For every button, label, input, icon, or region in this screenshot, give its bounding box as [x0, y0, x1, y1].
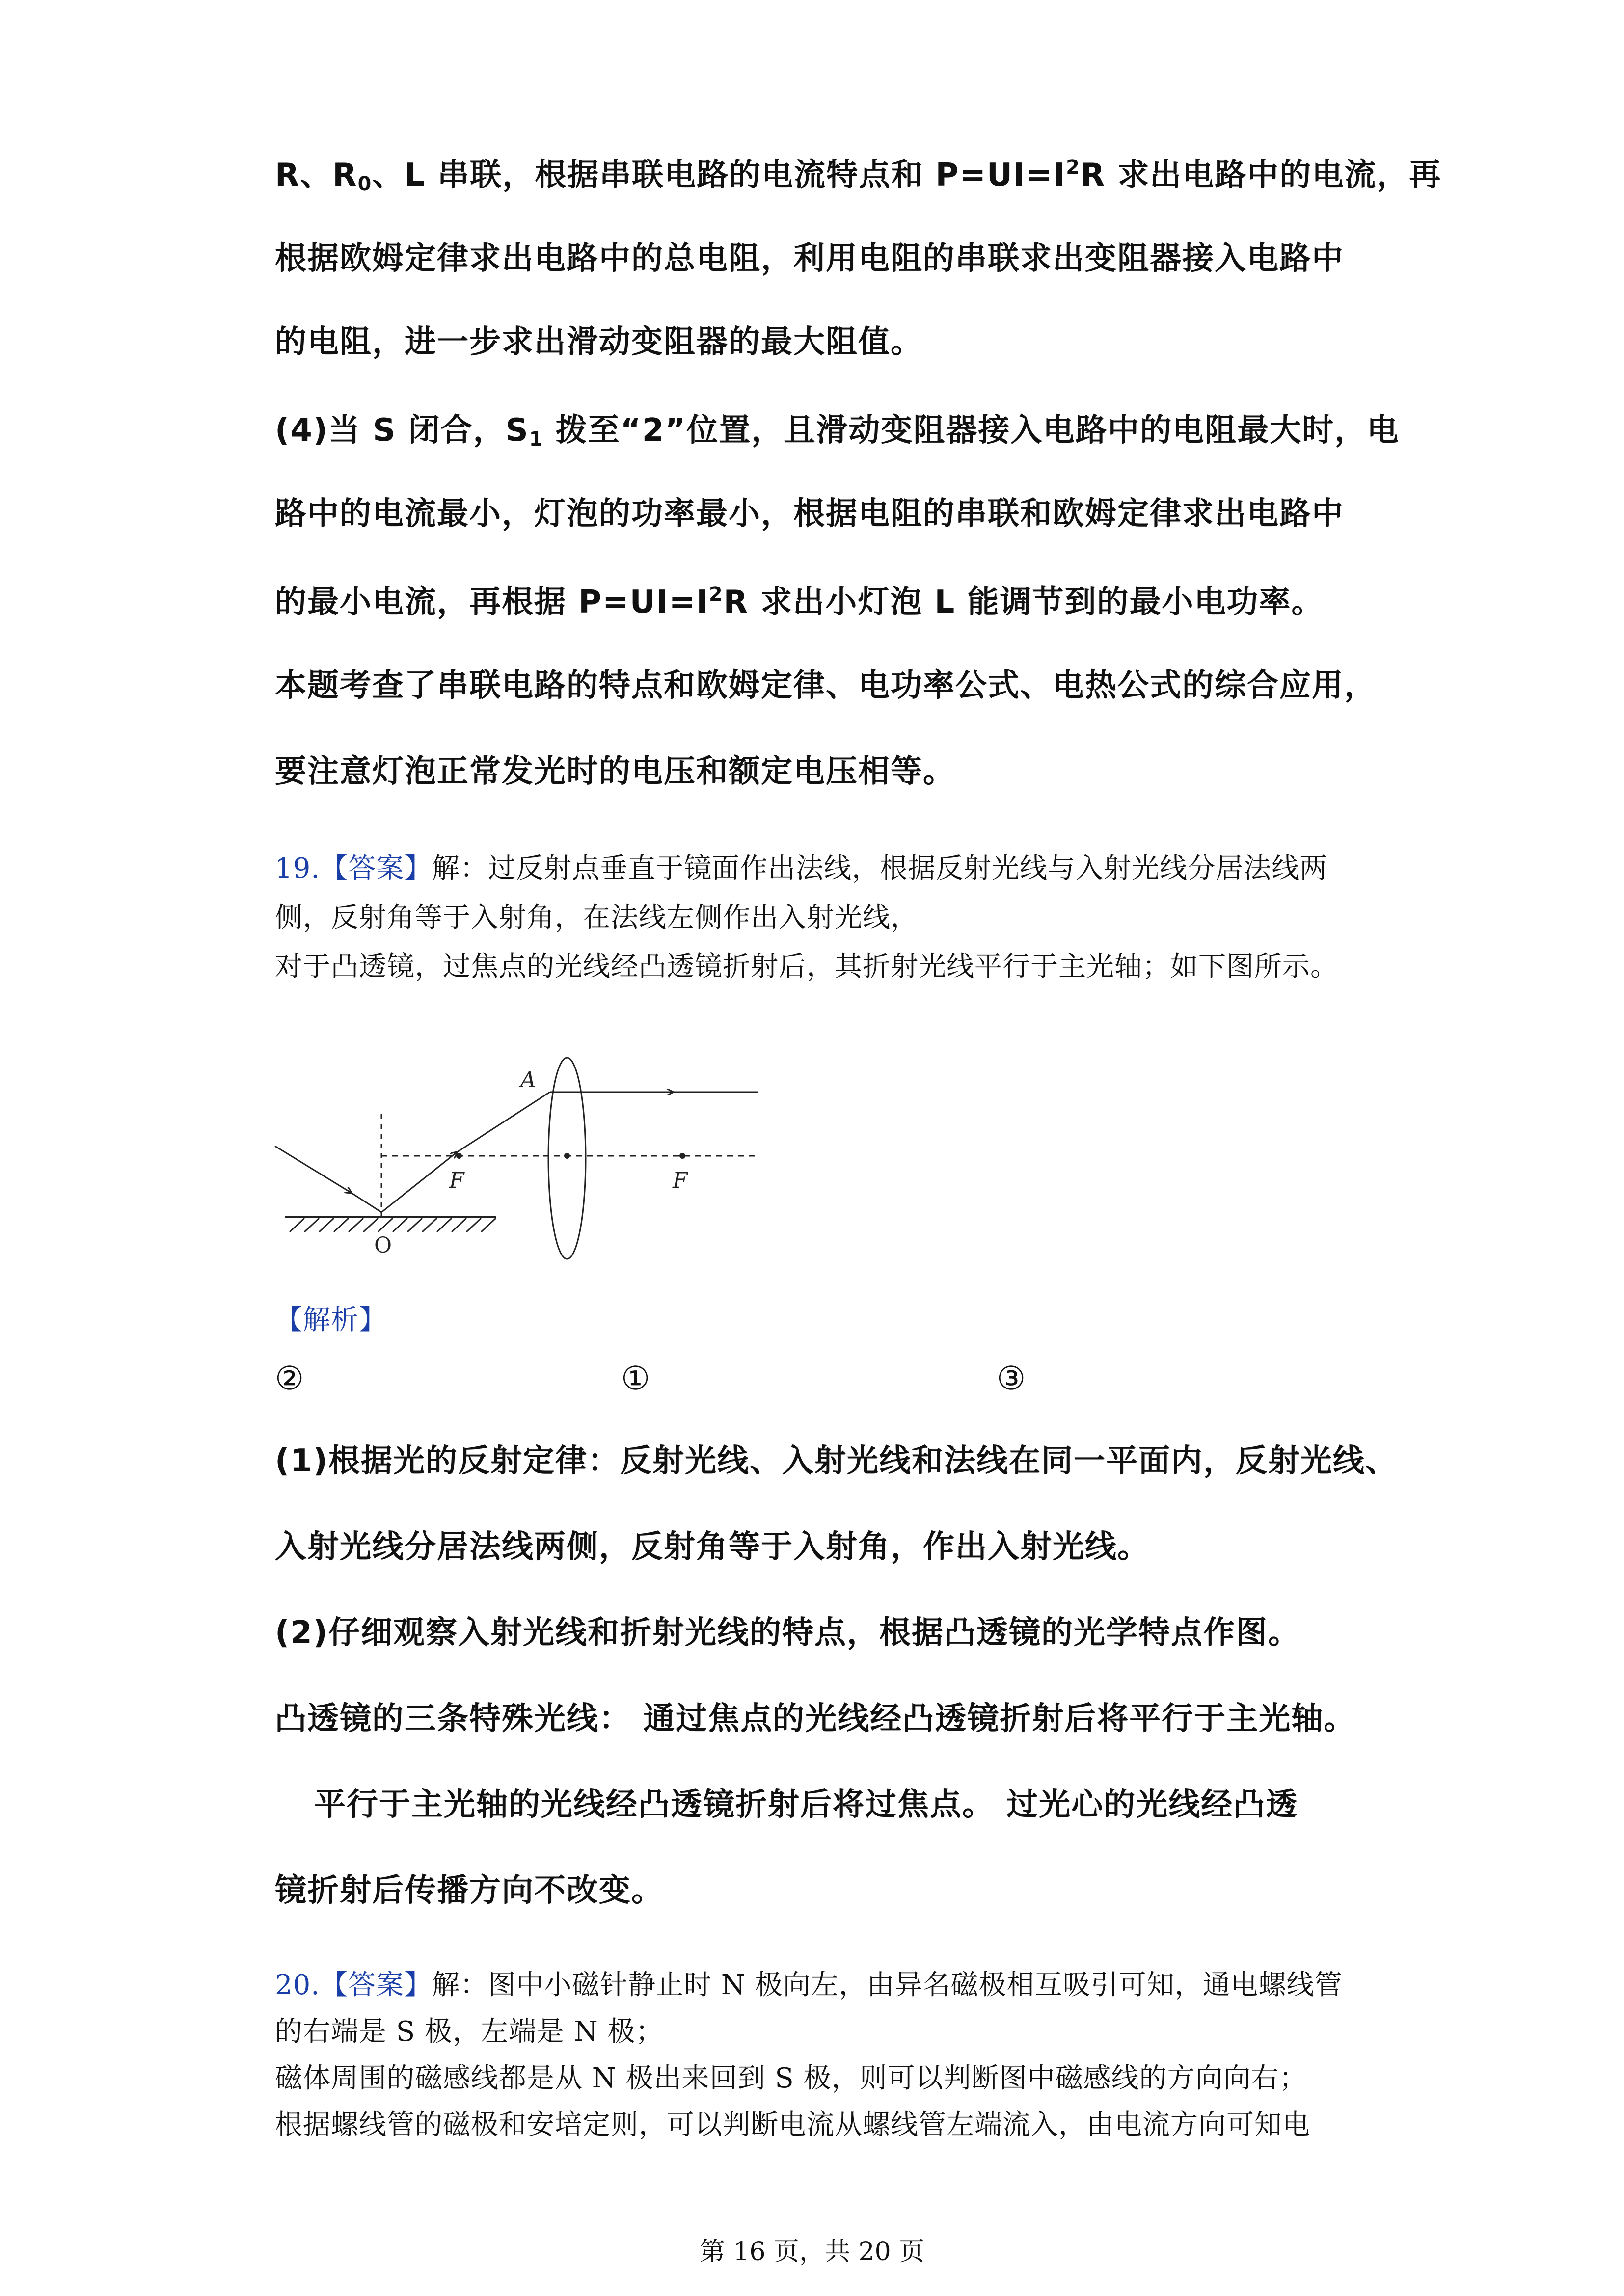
label-f-right: F — [673, 1168, 688, 1193]
optics-diagram — [265, 1041, 766, 1286]
analysis-line-2: 根据欧姆定律求出电路中的总电阻，利用电阻的串联求出变阻器接入电路中 — [275, 240, 1344, 277]
analysis-line-6: 的最小电流，再根据 $P=UI=I^2R$ 求出小灯泡 L 能调节到的最小电功率。 — [275, 583, 1324, 620]
q19-answer-tag: 【答案】 — [320, 853, 433, 884]
analysis-line-7: 本题考查了串联电路的特点和欧姆定律、电功率公式、电热公式的综合应用， — [275, 667, 1377, 704]
q20-number: 20. — [275, 1969, 321, 2001]
focus-left-point — [456, 1153, 462, 1159]
q19-answer-line-2: 侧，反射角等于入射角，在法线左侧作出入射光线， — [275, 902, 919, 934]
q19-analysis-tag: 【解析】 — [275, 1304, 387, 1336]
reflected-ray — [381, 1152, 457, 1212]
label-o: O — [374, 1233, 392, 1258]
q20-answer-line-2: 的右端是 S 极，左端是 N 极； — [275, 2016, 664, 2048]
label-a: A — [520, 1068, 536, 1093]
mirror-hatching — [290, 1218, 496, 1232]
page-footer: 第 16 页，共 20 页 — [699, 2237, 925, 2267]
q19-number: 19. — [275, 853, 321, 884]
focus-right-point — [679, 1153, 685, 1159]
lens-center-point — [564, 1153, 570, 1159]
q19-explanation-line-2: 入射光线分居法线两侧，反射角等于入射角，作出入射光线。 — [275, 1529, 1150, 1565]
circled-marker-1: ① — [621, 1360, 650, 1397]
q19-answer-line-1: 19.【答案】解：过反射点垂直于镜面作出法线，根据反射光线与入射光线分居法线两 — [275, 853, 1328, 884]
q19-explanation-line-6: 镜折射后传播方向不改变。 — [275, 1872, 664, 1909]
circled-marker-3: ③ — [997, 1360, 1026, 1397]
q20-answer-line-1: 20.【答案】解：图中小磁针静止时 N 极向左，由异名磁极相互吸引可知，通电螺线管 — [275, 1969, 1343, 2001]
q19-answer-line-3: 对于凸透镜，过焦点的光线经凸透镜折射后，其折射光线平行于主光轴；如下图所示。 — [275, 951, 1338, 983]
q19-explanation-line-1: (1)根据光的反射定律：反射光线、入射光线和法线在同一平面内，反射光线、 — [275, 1443, 1398, 1479]
q19-explanation-line-4: 凸透镜的三条特殊光线： 通过焦点的光线经凸透镜折射后将平行于主光轴。 — [275, 1701, 1356, 1737]
circled-marker-2: ② — [275, 1360, 304, 1397]
q19-explanation-line-3: (2)仔细观察入射光线和折射光线的特点，根据凸透镜的光学特点作图。 — [275, 1615, 1301, 1651]
analysis-line-3: 的电阻，进一步求出滑动变阻器的最大阻值。 — [275, 324, 923, 360]
label-f-left: F — [449, 1168, 464, 1193]
incident-ray — [275, 1146, 351, 1193]
q19-explanation-line-5: 平行于主光轴的光线经凸透镜折射后将过焦点。 过光心的光线经凸透 — [314, 1787, 1299, 1823]
q20-answer-line-3: 磁体周围的磁感线都是从 N 极出来回到 S 极，则可以判断图中磁感线的方向向右； — [275, 2062, 1307, 2094]
q20-answer-tag: 【答案】 — [320, 1969, 433, 2001]
analysis-line-8: 要注意灯泡正常发光时的电压和额定电压相等。 — [275, 753, 955, 790]
analysis-line-1: R、$R_0$、L 串联，根据串联电路的电流特点和 $P=UI=I^2R$ 求出电路中的电流，再 — [275, 156, 1442, 195]
q20-answer-line-4: 根据螺线管的磁极和安培定则，可以判断电流从螺线管左端流入，由电流方向可知电 — [275, 2109, 1310, 2141]
analysis-line-4: (4)当 S 闭合，$S_1$ 拨至“2”位置，且滑动变阻器接入电路中的电阻最大时，电 — [275, 412, 1400, 451]
analysis-line-5: 路中的电流最小，灯泡的功率最小，根据电阻的串联和欧姆定律求出电路中 — [275, 496, 1344, 532]
